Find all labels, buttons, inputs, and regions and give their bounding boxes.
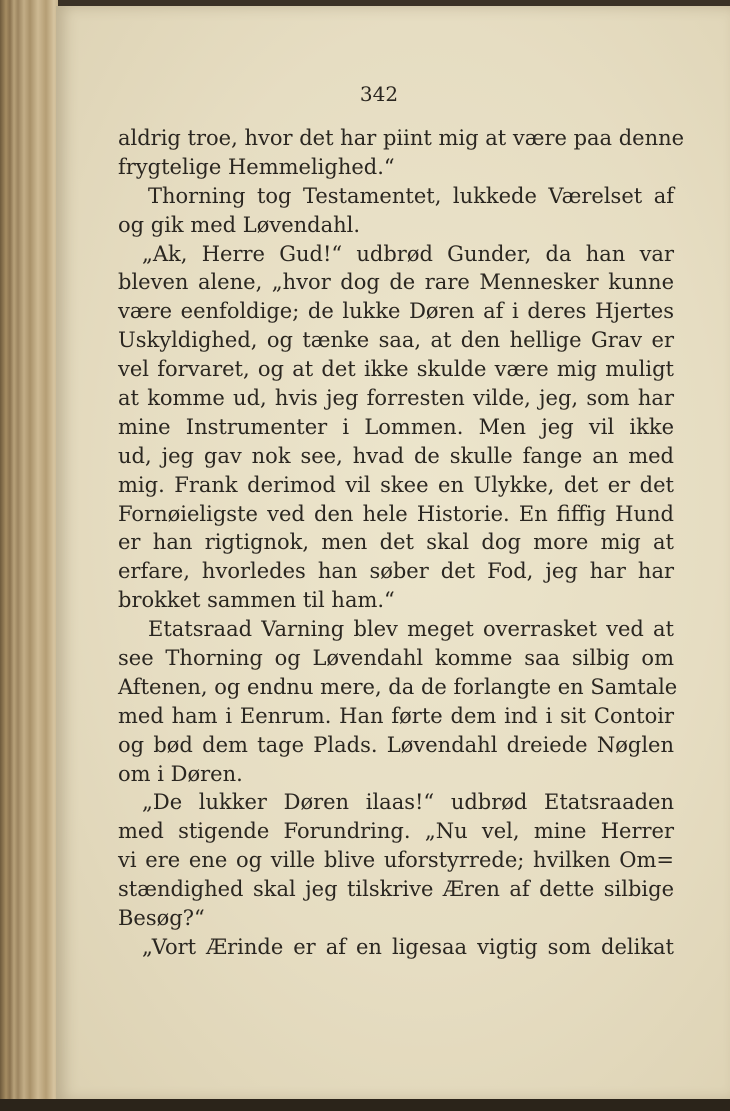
text-line: „Ak, Herre Gud!“ udbrød Gunder, da han var: [142, 241, 674, 266]
text-line: „De lukker Døren ilaas!“ udbrød Etatsraaden: [142, 790, 674, 815]
text-line: Besøg?“: [118, 906, 205, 931]
text-line: mig. Frank derimod vil skee en Ulykke, det er det: [118, 472, 674, 497]
text-line: Uskyldighed, og tænke saa, at den hellige Grav er: [118, 328, 674, 353]
text-line: frygtelige Hemmelighed.“: [118, 154, 395, 179]
text-line: stændighed skal jeg tilskrive Æren af dette silbige: [118, 877, 674, 902]
bottom-shadow: [0, 1099, 730, 1111]
text-line: brokket sammen til ham.“: [118, 588, 395, 613]
text-line: „Vort Ærinde er af en ligesaa vigtig som delikat: [142, 934, 674, 959]
text-line: ud, jeg gav nok see, hvad de skulle fange an med: [118, 443, 674, 468]
text-line: vi ere ene og ville blive uforstyrrede; hvilken Om=: [118, 848, 674, 873]
text-line: at komme ud, hvis jeg forresten vilde, jeg, som har: [118, 386, 674, 411]
text-line: om i Døren.: [118, 761, 243, 786]
text-line: og bød dem tage Plads. Løvendahl dreiede Nøglen: [118, 732, 674, 757]
text-line: med ham i Eenrum. Han førte dem ind i sit Contoir: [118, 703, 674, 728]
text-line: aldrig troe, hvor det har piint mig at være paa denne: [118, 126, 685, 150]
book-page-edges: [0, 0, 58, 1111]
text-line: er han rigtignok, men det skal dog more mig at: [118, 530, 674, 555]
body-text: [118, 124, 685, 962]
text-line: med stigende Forundring. „Nu vel, mine Herrer: [118, 819, 674, 844]
text-line: Thorning tog Testamentet, lukkede Værelset af: [148, 183, 674, 208]
text-line: erfare, hvorledes han søber det Fod, jeg har har: [118, 559, 674, 584]
text-line: bleven alene, „hvor dog de rare Mennesker kunne: [118, 270, 674, 295]
text-line: Fornøieligste ved den hele Historie. En fiffig Hund: [118, 501, 674, 526]
text-line: være eenfoldige; de lukke Døren af i deres Hjertes: [118, 299, 674, 324]
text-line: see Thorning og Løvendahl komme saa silbig om: [118, 646, 674, 671]
text-line: Etatsraad Varning blev meget overrasket ved at: [148, 617, 674, 642]
page-number: 342: [359, 82, 399, 106]
text-line: vel forvaret, og at det ikke skulde være mig muligt: [118, 357, 674, 382]
text-line: Aftenen, og endnu mere, da de forlangte en Samtale: [118, 674, 678, 699]
text-line: og gik med Løvendahl.: [118, 212, 361, 237]
text-line: mine Instrumenter i Lommen. Men jeg vil ikke: [118, 414, 674, 439]
